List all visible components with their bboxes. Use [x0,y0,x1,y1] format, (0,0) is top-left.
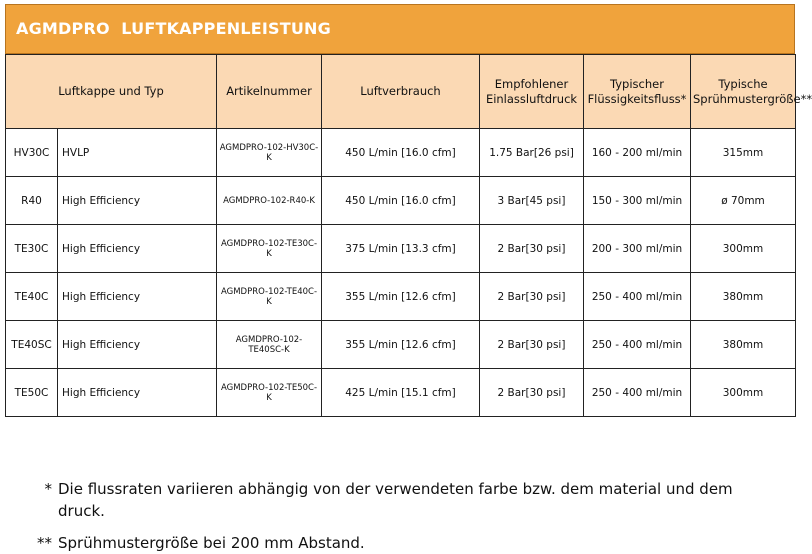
cell-pressure: 2 Bar[30 psi] [480,369,584,417]
cell-type: High Efficiency [58,369,217,417]
air-cap-performance-table [5,54,812,417]
footnote-flow [30,478,770,522]
title-bar [5,4,795,54]
cell-article: AGMDPRO-102-R40-K [217,177,322,225]
cell-pattern: 380mm [691,273,796,321]
cell-type: High Efficiency [58,273,217,321]
cell-type: High Efficiency [58,321,217,369]
cell-air: 450 L/min [16.0 cfm] [322,129,480,177]
cell-cap: HV30C [6,129,58,177]
cell-pressure: 2 Bar[30 psi] [480,273,584,321]
cell-pattern: 380mm [691,321,796,369]
page-title: AGMDPRO LUFTKAPPENLEISTUNG [16,19,331,38]
cell-flow: 200 - 300 ml/min [584,225,691,273]
cell-pattern: 315mm [691,129,796,177]
cell-cap: TE50C [6,369,58,417]
footnote-text: Die flussraten variieren abhängig von der verwendeten farbe bzw. dem material und dem druck. [58,480,733,520]
footnotes [30,478,770,554]
cell-flow: 150 - 300 ml/min [584,177,691,225]
header-air-consumption: Luftverbrauch [322,55,480,129]
cell-cap: TE30C [6,225,58,273]
cell-air: 355 L/min [12.6 cfm] [322,321,480,369]
cell-air: 450 L/min [16.0 cfm] [322,177,480,225]
cell-cap: TE40SC [6,321,58,369]
footnote-text: Sprühmustergröße bei 200 mm Abstand. [58,534,365,552]
cell-air: 355 L/min [12.6 cfm] [322,273,480,321]
cell-flow: 250 - 400 ml/min [584,321,691,369]
header-article-number: Artikelnummer [217,55,322,129]
header-row [6,55,796,129]
cell-flow: 250 - 400 ml/min [584,369,691,417]
cell-pressure: 1.75 Bar[26 psi] [480,129,584,177]
table-row [6,273,796,321]
header-inlet-pressure: Empfohlener Einlassluftdruck [480,55,584,129]
table-row [6,321,796,369]
cell-article: AGMDPRO-102-TE40SC-K [217,321,322,369]
cell-pattern: 300mm [691,225,796,273]
cell-article: AGMDPRO-102-HV30C-K [217,129,322,177]
header-spray-pattern: Typische Sprühmustergröße** [691,55,796,129]
table-row [6,177,796,225]
cell-pattern: ø 70mm [691,177,796,225]
cell-article: AGMDPRO-102-TE40C-K [217,273,322,321]
cell-article: AGMDPRO-102-TE50C-K [217,369,322,417]
cell-cap: TE40C [6,273,58,321]
cell-type: High Efficiency [58,177,217,225]
cell-flow: 160 - 200 ml/min [584,129,691,177]
footnote-mark: * [44,480,52,498]
cell-pressure: 3 Bar[45 psi] [480,177,584,225]
cell-type: High Efficiency [58,225,217,273]
cell-pattern: 300mm [691,369,796,417]
footnote-pattern [30,532,770,554]
cell-pressure: 2 Bar[30 psi] [480,321,584,369]
cell-article: AGMDPRO-102-TE30C-K [217,225,322,273]
cell-cap: R40 [6,177,58,225]
cell-pressure: 2 Bar[30 psi] [480,225,584,273]
cell-air: 425 L/min [15.1 cfm] [322,369,480,417]
header-cap-type: Luftkappe und Typ [6,55,217,129]
table-row [6,369,796,417]
cell-flow: 250 - 400 ml/min [584,273,691,321]
table-row [6,225,796,273]
footnote-mark: ** [37,534,52,552]
cell-type: HVLP [58,129,217,177]
table-row [6,129,796,177]
header-fluid-flow: Typischer Flüssigkeitsfluss* [584,55,691,129]
cell-air: 375 L/min [13.3 cfm] [322,225,480,273]
